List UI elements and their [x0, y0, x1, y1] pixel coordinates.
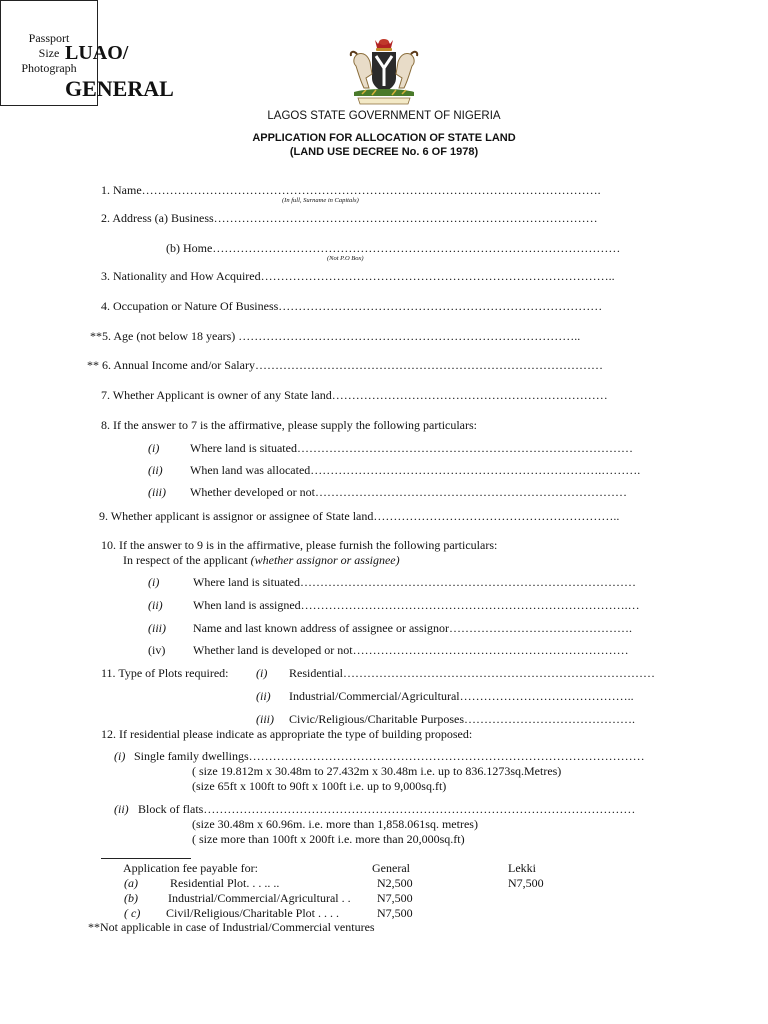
- nationality-field[interactable]: 3. Nationality and How Acquired……………………………………………………………………………..: [101, 269, 615, 283]
- name-field-note: (In full, Surname in Capitals): [282, 197, 359, 204]
- fee-col-general: General: [372, 861, 410, 875]
- assignor-assignee-field[interactable]: 9. Whether applicant is assignor or assignee of State land……………………………………………………..: [99, 509, 620, 523]
- question-11-label: 11. Type of Plots required:: [101, 666, 229, 680]
- q11-item-num: (ii): [256, 689, 271, 703]
- form-subtitle: (LAND USE DECREE No. 6 OF 1978): [289, 146, 479, 158]
- fee-row-general: N7,500: [377, 906, 413, 920]
- q8-item-num: (i): [148, 441, 160, 455]
- q10-land-developed-field[interactable]: Whether land is developed or not……………………………………………………………: [193, 643, 629, 657]
- respect-italic-text: (whether assignor or assignee): [250, 553, 400, 567]
- nigeria-coat-of-arms-icon: [336, 34, 432, 106]
- form-title: APPLICATION FOR ALLOCATION OF STATE LAND: [252, 132, 516, 144]
- plot-civic-option[interactable]: Civic/Religious/Charitable Purposes…………………………………….: [289, 712, 635, 726]
- block-of-flats-size-metric: (size 30.48m x 60.96m. i.e. more than 1,858.061sq. metres): [192, 817, 478, 831]
- q10-item-num: (i): [148, 575, 160, 589]
- fee-heading: Application fee payable for:: [123, 861, 258, 875]
- fee-divider: [101, 858, 191, 859]
- q8-land-allocated-field[interactable]: When land was allocated……………………………………………………………….……….: [190, 463, 641, 477]
- owner-of-state-land-field[interactable]: 7. Whether Applicant is owner of any State land……………………………………………………………: [101, 388, 608, 402]
- q12-item-num: (i): [114, 749, 126, 763]
- government-heading: LAGOS STATE GOVERNMENT OF NIGERIA: [267, 110, 501, 122]
- single-family-size-imperial: (size 65ft x 100ft to 90ft x 100ft i.e. up to 9,000sq.ft): [192, 779, 447, 793]
- plot-industrial-option[interactable]: Industrial/Commercial/Agricultural……………………………………..: [289, 689, 634, 703]
- q8-item-num: (ii): [148, 463, 163, 477]
- q8-developed-field[interactable]: Whether developed or not……………………………………………………………………: [190, 485, 627, 499]
- block-of-flats-field[interactable]: Block of flats………………………………………………………………………………………………: [138, 802, 636, 816]
- q10-item-num: (iv): [148, 643, 166, 657]
- fee-row-num: (b): [124, 891, 138, 905]
- question-10-respect: [123, 553, 400, 568]
- home-address-field[interactable]: (b) Home…………………………………………………………………………………………: [166, 241, 621, 255]
- question-8-label: 8. If the answer to 7 is the affirmative, please supply the following particulars:: [101, 418, 478, 432]
- q10-land-assigned-field[interactable]: When land is assigned……………………………………………………………………….…: [193, 598, 640, 612]
- question-10-label: 10. If the answer to 9 is in the affirmative, please furnish the following particulars:: [101, 538, 498, 552]
- occupation-field[interactable]: 4. Occupation or Nature Of Business………………………………………………………………………: [101, 299, 603, 313]
- question-12-label: 12. If residential please indicate as appropriate the type of building proposed:: [101, 727, 473, 741]
- name-field[interactable]: 1. Name…………………………………………………………………………………………………….: [101, 183, 601, 197]
- single-family-size-metric: ( size 19.812m x 30.48m to 27.432m x 30.48m i.e. up to 836.1273sq.Metres): [192, 764, 562, 778]
- fee-col-lekki: Lekki: [508, 861, 536, 875]
- fee-row-label: Industrial/Commercial/Agricultural . .: [168, 891, 351, 905]
- block-of-flats-size-imperial: ( size more than 100ft x 200ft i.e. more than 20,000sq.ft): [192, 832, 465, 846]
- home-address-note: (Not P.O Box): [327, 255, 364, 262]
- fee-row-general: N2,500: [377, 876, 413, 890]
- fee-row-num: (a): [124, 876, 138, 890]
- single-family-dwellings-field[interactable]: Single family dwellings………………………………………………………………………………………: [134, 749, 645, 763]
- q10-assignee-address-field[interactable]: Name and last known address of assignee or assignor……………………………………….: [193, 621, 632, 635]
- fee-row-label: Residential Plot. . . .. ..: [170, 876, 280, 890]
- annual-income-field[interactable]: ** 6. Annual Income and/or Salary……………………………………………………………………………: [87, 358, 603, 372]
- fee-row-lekki: N7,500: [508, 876, 544, 890]
- fee-footnote: **Not applicable in case of Industrial/Commercial ventures: [88, 920, 375, 934]
- respect-text: In respect of the applicant: [123, 553, 248, 567]
- business-address-field[interactable]: 2. Address (a) Business……………………………………………………………………………………: [101, 211, 598, 225]
- q8-land-situated-field[interactable]: Where land is situated…………………………………………………………………………: [190, 441, 633, 455]
- q12-item-num: (ii): [114, 802, 129, 816]
- q11-item-num: (iii): [256, 712, 274, 726]
- age-field[interactable]: **5. Age (not below 18 years) …………………………………………………………………………..: [90, 329, 581, 343]
- q11-item-num: (i): [256, 666, 268, 680]
- q10-item-num: (ii): [148, 598, 163, 612]
- fee-row-general: N7,500: [377, 891, 413, 905]
- fee-row-num: ( c): [124, 906, 141, 920]
- q10-item-num: (iii): [148, 621, 166, 635]
- passport-photo-label: Passport Size Photograph: [21, 30, 77, 75]
- q10-land-situated-field[interactable]: Where land is situated…………………………………………………………………………: [193, 575, 636, 589]
- q8-item-num: (iii): [148, 485, 166, 499]
- form-code-line2: GENERAL: [65, 76, 174, 101]
- plot-residential-option[interactable]: Residential……………………………………………………………………: [289, 666, 655, 680]
- fee-row-label: Civil/Religious/Charitable Plot . . . .: [166, 906, 339, 920]
- form-code-line1: LUAO/: [65, 42, 129, 64]
